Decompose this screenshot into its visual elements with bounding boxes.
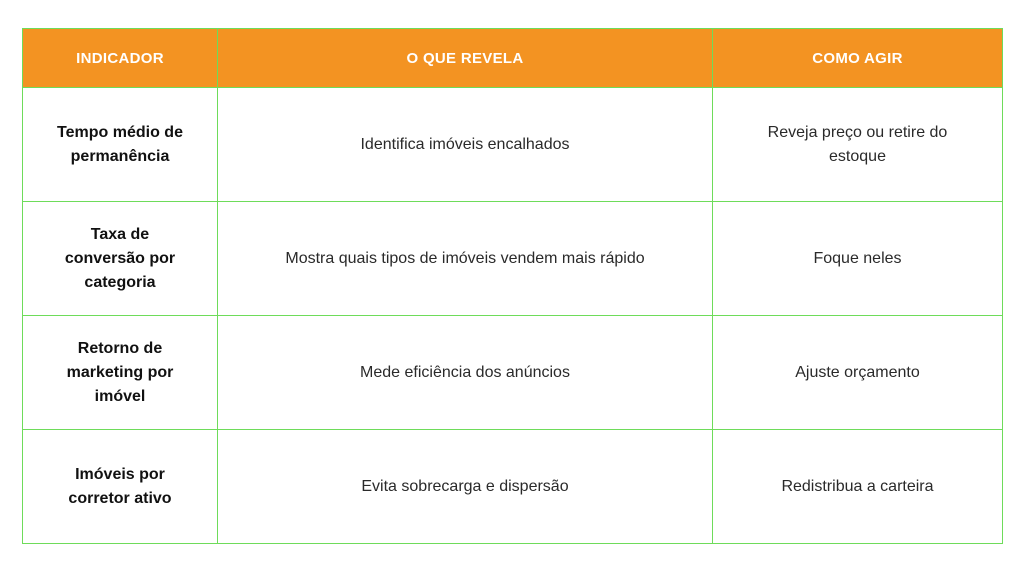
action-cell: Redistribua a carteira [713,430,1003,544]
table-row [23,316,1003,430]
indicator-table-container [22,28,1002,544]
header-action: COMO AGIR [713,29,1003,88]
table-row [23,430,1003,544]
reveals-cell: Identifica imóveis encalhados [218,88,713,202]
reveals-cell: Mostra quais tipos de imóveis vendem mais rápido [218,202,713,316]
table-row [23,88,1003,202]
action-cell: Reveja preço ou retire do estoque [713,88,1003,202]
header-indicator: INDICADOR [23,29,218,88]
table-row [23,202,1003,316]
indicator-cell: Taxa de conversão por categoria [23,202,218,316]
action-cell: Ajuste orçamento [713,316,1003,430]
indicator-cell: Retorno de marketing por imóvel [23,316,218,430]
reveals-cell: Evita sobrecarga e dispersão [218,430,713,544]
header-reveals: O QUE REVELA [218,29,713,88]
indicator-cell: Tempo médio de permanência [23,88,218,202]
action-cell: Foque neles [713,202,1003,316]
table-header-row [23,29,1003,88]
reveals-cell: Mede eficiência dos anúncios [218,316,713,430]
indicator-table [22,28,1003,544]
indicator-cell: Imóveis por corretor ativo [23,430,218,544]
